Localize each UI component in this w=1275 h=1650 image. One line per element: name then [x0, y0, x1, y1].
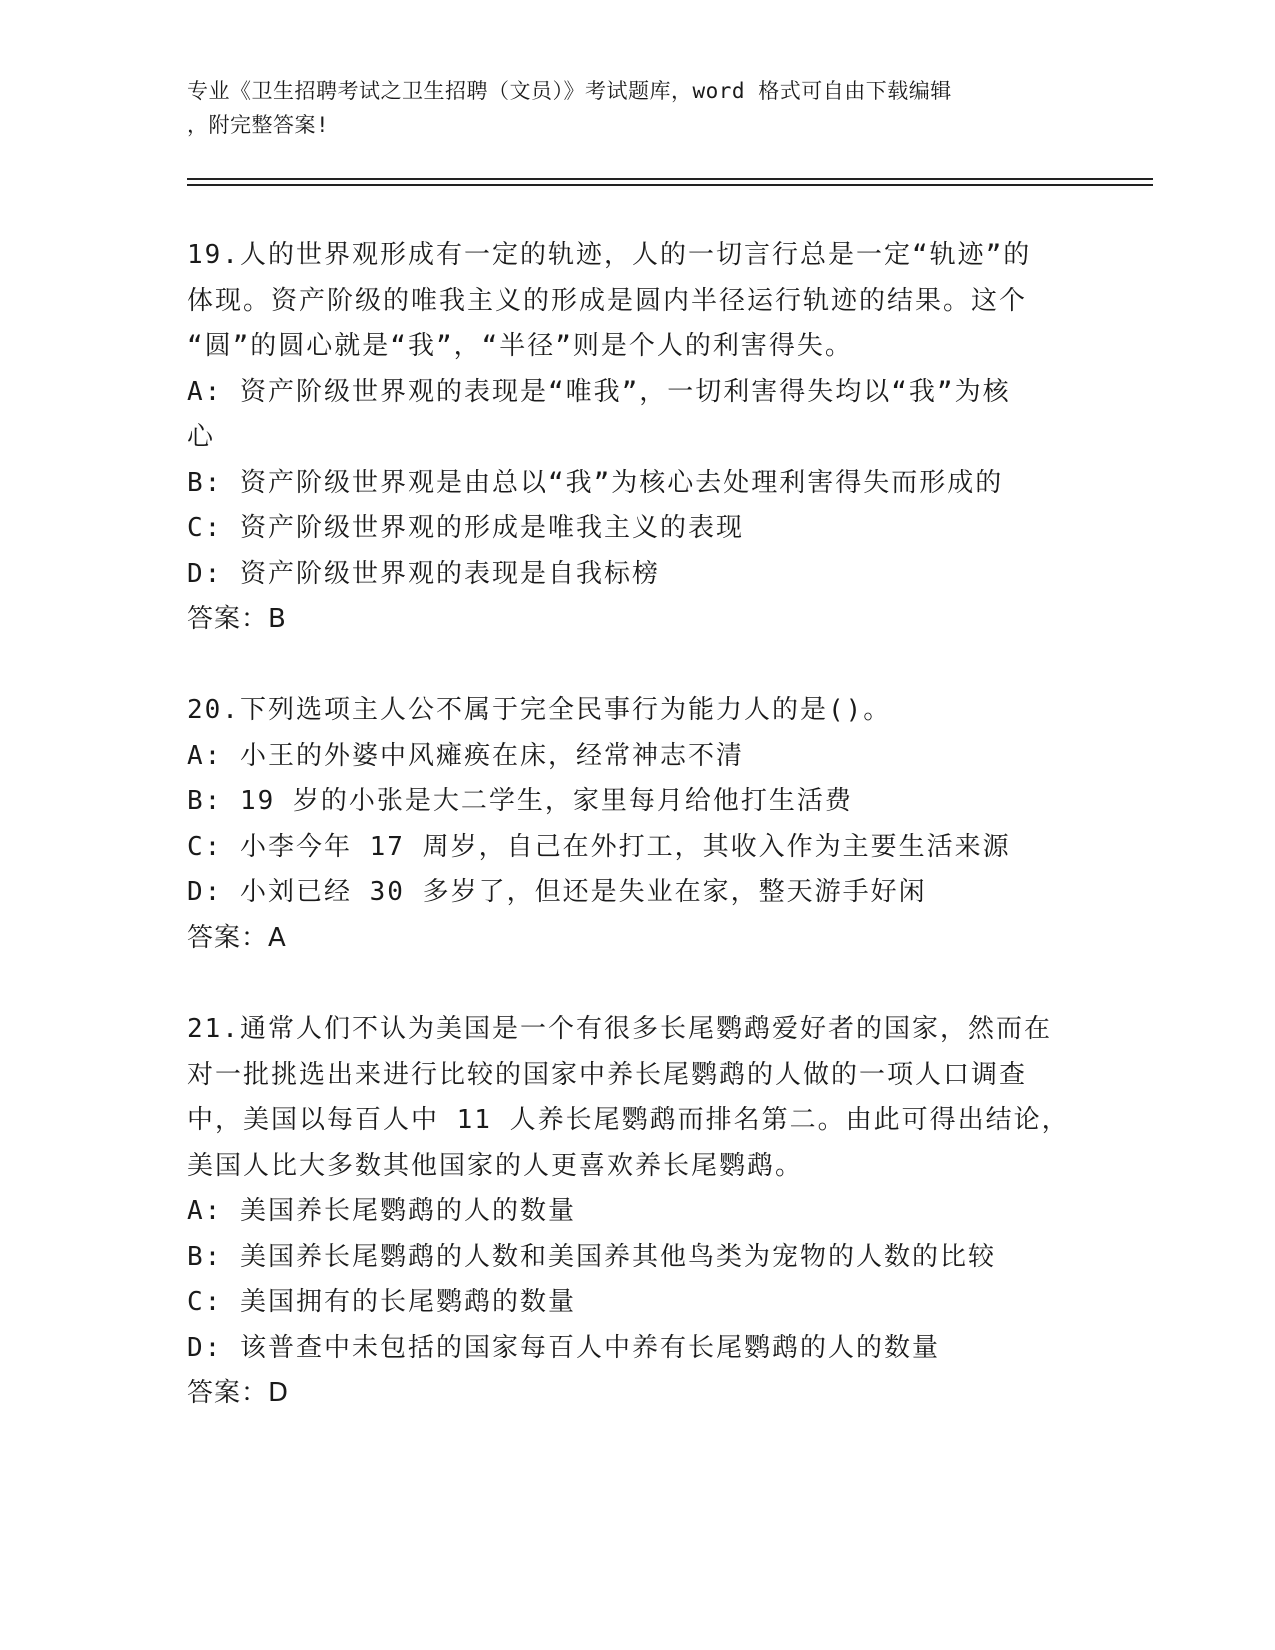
option-d: D: 小刘已经 30 多岁了，但还是失业在家，整天游手好闲 — [187, 877, 927, 907]
question-stem-line: 21.通常人们不认为美国是一个有很多长尾鹦鹉爱好者的国家，然而在 — [187, 1014, 1052, 1044]
answer-label: 答案：A — [187, 922, 287, 953]
question-stem-line: 19.人的世界观形成有一定的轨迹，人的一切言行总是一定“轨迹”的 — [187, 240, 1032, 270]
question-stem-line: 中，美国以每百人中 11 人养长尾鹦鹉而排名第二。由此可得出结论， — [187, 1105, 1070, 1135]
document-header — [187, 74, 1087, 142]
option-b: B: 资产阶级世界观是由总以“我”为核心去处理利害得失而形成的 — [187, 467, 1004, 498]
question-stem-line: 对一批挑选出来进行比较的国家中养长尾鹦鹉的人做的一项人口调查 — [187, 1059, 1028, 1090]
option-a: A: 小王的外婆中风瘫痪在床，经常神志不清 — [187, 740, 744, 771]
question-21 — [187, 1007, 1087, 1417]
header-line-2: ，附完整答案! — [187, 113, 330, 137]
header-divider-bottom — [187, 184, 1153, 186]
question-stem-line: 体现。资产阶级的唯我主义的形成是圆内半径运行轨迹的结果。这个 — [187, 285, 1028, 316]
question-stem-line: “圆”的圆心就是“我”，“半径”则是个人的利害得失。 — [187, 331, 853, 361]
question-20 — [187, 688, 1087, 961]
option-a: A: 美国养长尾鹦鹉的人的数量 — [187, 1196, 576, 1226]
option-c: C: 资产阶级世界观的形成是唯我主义的表现 — [187, 513, 744, 543]
option-a-continued: 心 — [187, 422, 216, 452]
option-a: A: 资产阶级世界观的表现是“唯我”，一切利害得失均以“我”为核 — [187, 376, 1011, 407]
option-b: B: 19 岁的小张是大二学生，家里每月给他打生活费 — [187, 786, 853, 816]
question-stem-line: 20.下列选项主人公不属于完全民事行为能力人的是()。 — [187, 695, 892, 725]
question-stem-line: 美国人比大多数其他国家的人更喜欢养长尾鹦鹉。 — [187, 1150, 804, 1181]
header-divider-top — [187, 178, 1153, 180]
answer-label: 答案：D — [187, 1378, 290, 1408]
header-line-1: 专业《卫生招聘考试之卫生招聘（文员）》考试题库，word 格式可自由下载编辑 — [187, 79, 952, 103]
answer-label: 答案：B — [187, 604, 287, 634]
option-d: D: 该普查中未包括的国家每百人中养有长尾鹦鹉的人的数量 — [187, 1332, 940, 1363]
option-d: D: 资产阶级世界观的表现是自我标榜 — [187, 558, 660, 589]
option-c: C: 美国拥有的长尾鹦鹉的数量 — [187, 1287, 576, 1317]
option-c: C: 小李今年 17 周岁，自己在外打工，其收入作为主要生活来源 — [187, 831, 1011, 862]
question-19 — [187, 233, 1087, 643]
option-b: B: 美国养长尾鹦鹉的人数和美国养其他鸟类为宠物的人数的比较 — [187, 1241, 996, 1272]
